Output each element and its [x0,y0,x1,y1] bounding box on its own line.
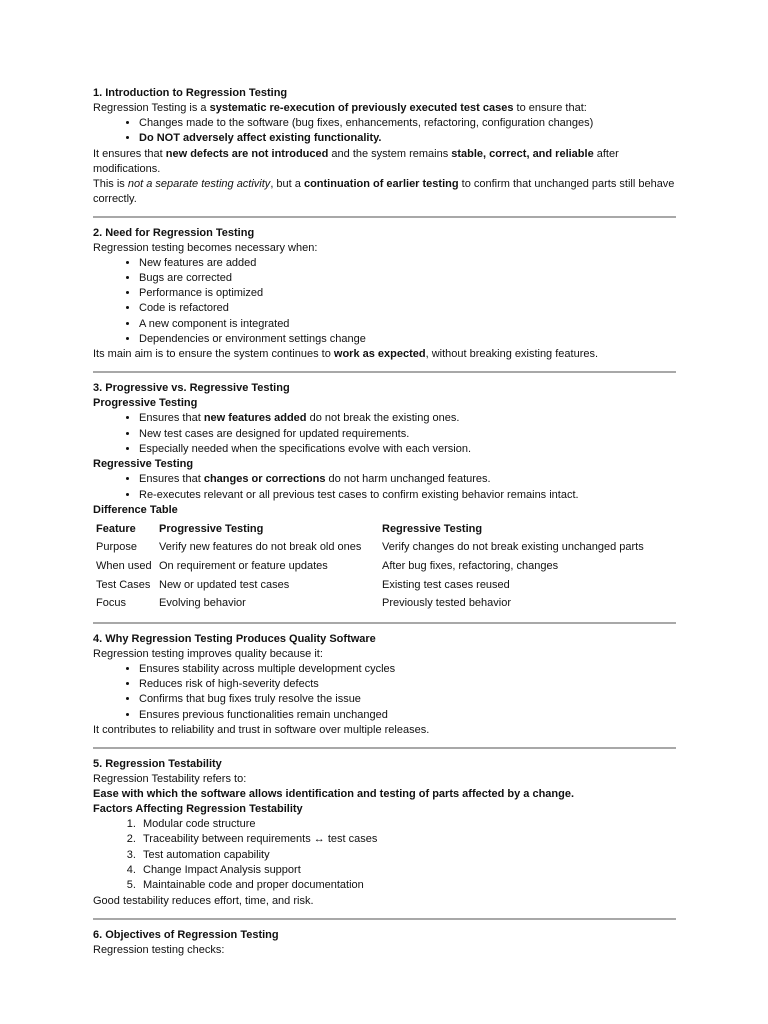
document-page [93,86,676,958]
list-item: 4. Change Impact Analysis support [139,863,676,878]
paragraph: Its main aim is to ensure the system continues to work as expected, without breaking existing features. [93,348,599,361]
difference-table [93,520,644,613]
section-introduction [93,86,676,207]
paragraph: Regression Testing is a systematic re-execution of previously executed test cases to ensure that: [93,102,587,114]
list-item: • Ensures that new features added do not break the existing ones. [139,411,676,426]
list-item: • Ensures that changes or corrections do not harm unchanged features. [139,472,676,487]
bullet-list [93,662,676,723]
paragraph: Regression testing checks: [93,943,225,956]
section-need [93,226,676,363]
section-regression-testability [93,757,676,908]
section-divider [93,918,676,920]
list-item: • Dependencies or environment settings change [139,332,676,347]
table-row [93,576,644,595]
table-cell: New or updated test cases [159,578,290,591]
subsection-title: Progressive Testing [93,397,198,410]
list-item: • Ensures stability across multiple development cycles [139,662,676,677]
section-quality-software [93,632,676,738]
paragraph: Good testability reduces effort, time, and risk. [93,894,314,907]
list-item: • New test cases are designed for updated requirements. [139,427,676,442]
paragraph: It ensures that new defects are not introduced and the system remains stable, correct, and reliable after modifications. [93,147,619,175]
list-item: • Bugs are corrected [139,271,676,286]
table-cell: When used [96,560,152,573]
table-cell: Verify changes do not break existing unchanged parts [382,541,644,554]
section-title: 6. Objectives of Regression Testing [93,928,279,941]
list-item: • Re-executes relevant or all previous test cases to confirm existing behavior remains intact. [139,488,676,503]
section-title: 5. Regression Testability [93,758,222,771]
list-item: 5. Maintainable code and proper documentation [139,878,676,893]
definition: Ease with which the software allows identification and testing of parts affected by a change. [93,788,575,801]
list-item: • Code is refactored [139,301,676,316]
bullet-list [93,472,676,503]
section-divider [93,216,676,218]
table-cell: Existing test cases reused [382,578,510,591]
list-item: • Changes made to the software (bug fixes, enhancements, refactoring, configuration changes) [139,116,676,131]
paragraph: It contributes to reliability and trust in software over multiple releases. [93,724,430,737]
section-objectives [93,928,676,958]
section-divider [93,371,676,373]
list-item: • New features are added [139,256,676,271]
list-item: 3. Test automation capability [139,848,676,863]
subsection-title: Factors Affecting Regression Testability [93,803,303,816]
list-item: 1. Modular code structure [139,817,676,832]
bullet-list [93,411,676,457]
numbered-list [93,817,676,893]
list-item: • A new component is integrated [139,317,676,332]
paragraph: Regression testing improves quality because it: [93,647,323,660]
list-item: • Performance is optimized [139,286,676,301]
table-title: Difference Table [93,503,178,516]
section-divider [93,622,676,624]
table-row [93,557,644,576]
section-title: 4. Why Regression Testing Produces Quality Software [93,632,376,645]
table-row [93,538,644,557]
section-title: 3. Progressive vs. Regressive Testing [93,382,290,395]
table-header-cell: Feature [96,522,136,535]
section-title: 2. Need for Regression Testing [93,226,255,239]
subsection-title: Regressive Testing [93,458,194,471]
table-cell: On requirement or feature updates [159,560,328,573]
table-header-cell: Regressive Testing [382,522,483,535]
table-cell: Previously tested behavior [382,597,512,610]
section-title: 1. Introduction to Regression Testing [93,87,288,99]
section-divider [93,747,676,749]
table-cell: Verify new features do not break old ones [159,541,362,554]
table-cell: Test Cases [96,578,151,591]
list-item: • Confirms that bug fixes truly resolve the issue [139,692,676,707]
bullet-list [93,256,676,348]
list-item: • Ensures previous functionalities remain unchanged [139,708,676,723]
table-header-row [93,520,644,539]
table-row [93,594,644,613]
bullet-list [93,116,676,147]
table-header-cell: Progressive Testing [159,522,264,535]
table-cell: Focus [96,597,126,610]
table-cell: Purpose [96,541,137,554]
list-item: • Especially needed when the specifications evolve with each version. [139,442,676,457]
table-cell: After bug fixes, refactoring, changes [382,560,559,573]
paragraph: Regression Testability refers to: [93,773,247,786]
list-item: 2. Traceability between requirements ↔ test cases [139,832,676,847]
paragraph: This is not a separate testing activity, but a continuation of earlier testing to confirm that unchanged parts still behave correctly. [93,177,675,205]
list-item: • Do NOT adversely affect existing functionality. [139,131,676,146]
list-item: • Reduces risk of high-severity defects [139,677,676,692]
section-progressive-vs-regressive [93,381,676,612]
paragraph: Regression testing becomes necessary when: [93,241,318,254]
table-cell: Evolving behavior [159,597,246,610]
